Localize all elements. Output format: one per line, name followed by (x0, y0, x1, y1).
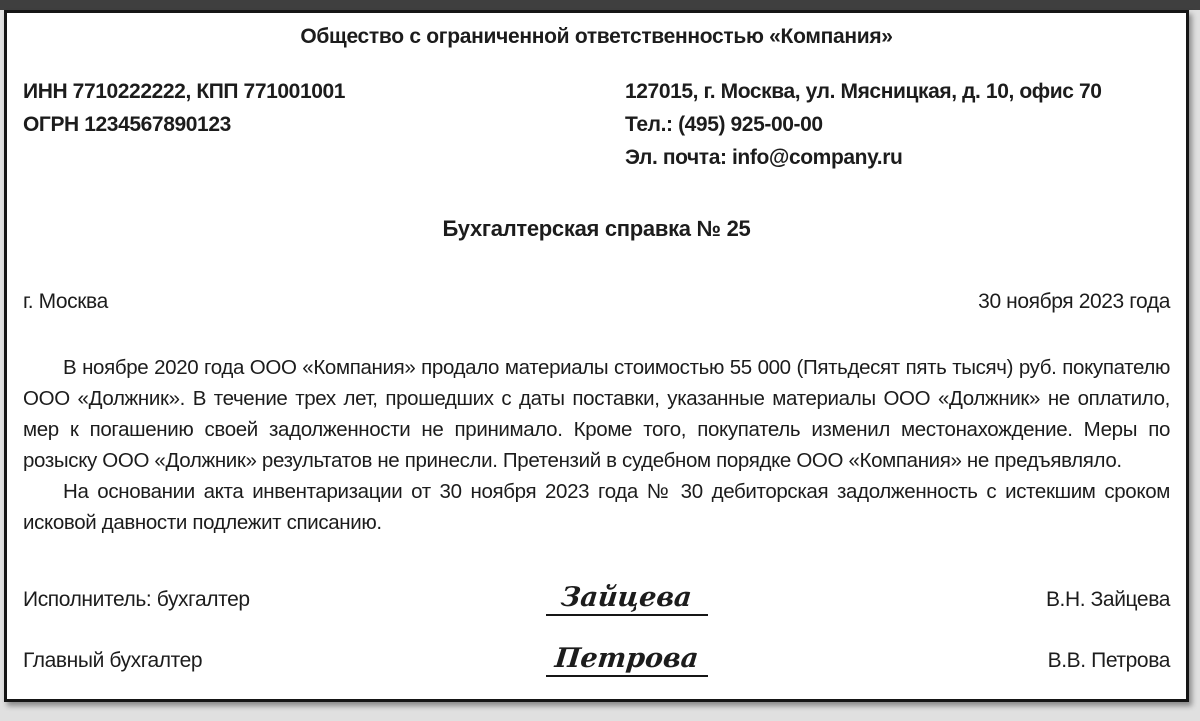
signature-row-executor (23, 582, 1170, 616)
requisites-right-block (625, 75, 1170, 174)
company-requisites (23, 75, 1170, 174)
chief-accountant-role-label: Главный бухгалтер (23, 649, 203, 672)
screenshot-top-edge (0, 0, 1200, 10)
executor-full-name: В.Н. Зайцева (1045, 588, 1170, 611)
email-line: Эл. почта: info@company.ru (625, 146, 903, 169)
body-paragraph-1: В ноябре 2020 года ООО «Компания» продало материалы стоимостью 55 000 (Пятьдесят пять тысяч) руб. покупателю ООО «Должник». В течение трех лет, прошедших с даты поставки, указанные материалы ООО «Должник» не оплатило, мер к погашению своей задолженности не принимало. Кроме того, покупатель изменил местонахождение. Меры по розыску ООО «Должник» результатов не принесли. Претензий в судебном порядке ООО «Компания» не предъявляло. (23, 356, 1170, 472)
date-label: 30 ноября 2023 года (978, 290, 1170, 313)
phone-line: Тел.: (495) 925-00-00 (625, 113, 823, 136)
chief-accountant-signature-line (546, 643, 708, 677)
executor-signature-line (546, 582, 708, 616)
requisites-left-block (23, 75, 583, 174)
city-date-row (23, 290, 1170, 314)
chief-accountant-full-name: В.В. Петрова (1047, 649, 1170, 672)
inn-kpp-line: ИНН 7710222222, КПП 771001001 (23, 80, 346, 103)
ogrn-line: ОГРН 1234567890123 (23, 113, 231, 136)
document-title: Бухгалтерская справка № 25 (442, 216, 751, 241)
executor-handwritten-signature: Зайцева (559, 582, 694, 613)
chief-accountant-handwritten-signature: Петрова (553, 643, 700, 674)
address-line: 127015, г. Москва, ул. Мясницкая, д. 10, офис 70 (625, 80, 1102, 103)
document-body (23, 352, 1170, 538)
signature-row-chief-accountant (23, 643, 1170, 677)
accounting-certificate-page (4, 10, 1189, 702)
executor-role-label: Исполнитель: бухгалтер (23, 588, 250, 611)
body-paragraph-2: На основании акта инвентаризации от 30 ноября 2023 года № 30 дебиторская задолженность с истекшим сроком исковой давности подлежит списанию. (23, 480, 1170, 534)
city-label: г. Москва (23, 290, 108, 313)
company-name-header: Общество с ограниченной ответственностью «Компания» (300, 25, 893, 48)
